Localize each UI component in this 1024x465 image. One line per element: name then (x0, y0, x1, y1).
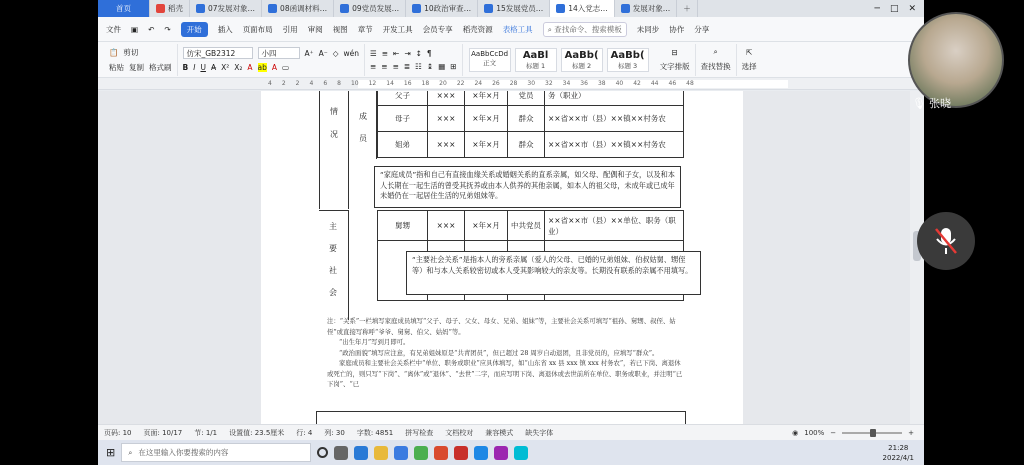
paragraph-group (365, 44, 463, 76)
label-yuan: 员 (359, 134, 367, 143)
ruler-number: 2 (281, 80, 286, 87)
ruler-number: 28 (509, 80, 518, 87)
ruler-number: 32 (545, 80, 553, 87)
task-view-icon[interactable] (334, 446, 348, 460)
strikethrough-icon[interactable]: A̶ (210, 63, 217, 72)
mic-muted-icon (933, 226, 959, 256)
family-table (377, 91, 684, 158)
show-marks-icon[interactable]: ¶ (426, 48, 432, 58)
menu-reference[interactable]: 引用 (282, 24, 298, 34)
table-row (378, 106, 684, 132)
menu-insert[interactable]: 插入 (217, 24, 233, 34)
tab-label: 07发展对象… (208, 4, 256, 13)
app-icon[interactable] (514, 446, 528, 460)
cell-unit[interactable]: ××省××市（县）××镇××村务农 (545, 106, 684, 132)
status-bar (98, 424, 924, 440)
label-cheng: 成 (359, 112, 367, 121)
file-explorer-icon[interactable] (374, 446, 388, 460)
align-right-icon[interactable]: ≡ (392, 61, 399, 71)
distribute-icon[interactable]: ☷ (415, 61, 422, 71)
style-sample: AaBb( (610, 49, 645, 61)
ruler-number: 42 (633, 80, 641, 87)
ruler-number: 12 (368, 80, 377, 87)
menu-file[interactable]: 文件 (106, 24, 121, 34)
subscript-icon[interactable]: X₂ (234, 63, 243, 72)
char-border-icon[interactable]: ▭ (282, 63, 290, 72)
style-heading-2[interactable] (561, 48, 603, 72)
cell-date[interactable]: ×年×月 (465, 106, 508, 132)
tab-label: 09党员发展… (352, 4, 400, 13)
word-doc-icon (484, 4, 493, 13)
clock-time: 21:28 (888, 443, 909, 452)
notes-section (327, 316, 687, 390)
tab-daoke[interactable] (150, 0, 190, 17)
horizontal-ruler[interactable] (98, 78, 924, 90)
command-search-input[interactable] (543, 22, 627, 37)
label-yao: 要 (329, 244, 337, 253)
status-setting: 设置值: 23.5厘米 (229, 428, 285, 437)
tab-label: 15发展党员… (496, 4, 544, 13)
table-row (378, 91, 684, 106)
menu-table-tools[interactable]: 表格工具 (502, 24, 533, 34)
find-replace-group (696, 44, 737, 76)
menu-review[interactable]: 审阅 (307, 24, 323, 34)
ruler-number: 48 (686, 80, 694, 87)
menu-page-layout[interactable]: 页面布局 (242, 24, 273, 34)
tab-doc-14-active[interactable] (550, 0, 615, 17)
underline-icon[interactable]: U (200, 63, 206, 72)
cell-name[interactable]: ××× (428, 106, 465, 132)
social-annotation-callout[interactable] (406, 251, 701, 295)
style-heading-3[interactable] (607, 48, 649, 72)
cell-unit[interactable]: ××省××市（县）××单位、职务（职业） (545, 211, 684, 241)
tab-doc-09[interactable] (334, 0, 406, 17)
align-center-icon[interactable]: ≡ (381, 61, 388, 71)
status-pages: 页面: 10/17 (143, 428, 183, 437)
proofread-button[interactable]: 文档校对 (445, 428, 474, 437)
new-tab-button[interactable]: ＋ (677, 0, 698, 17)
ruler-number: 16 (403, 80, 412, 87)
member-label-col (349, 91, 377, 159)
menu-daoke-resources[interactable]: 稻壳资源 (462, 24, 493, 34)
eye-icon[interactable]: ◉ (792, 428, 799, 437)
paste-icon[interactable]: 📋 (109, 47, 119, 57)
tab-doc-07[interactable] (190, 0, 262, 17)
taskbar-search-input[interactable] (121, 443, 311, 462)
tab-label: 稻壳 (168, 4, 183, 13)
label-kuang: 况 (330, 130, 338, 139)
word-doc-icon (340, 4, 349, 13)
ruler-numbers (268, 80, 694, 87)
format-painter-button[interactable]: 格式刷 (149, 62, 172, 72)
callout-text: “家庭成员”指和自己有直接血缘关系或婚姻关系的直系亲属，如父母、配偶和子女，以及和本人长期在一起生活的曾受其抚养或由本人供养的其他亲属，如本人的祖父母，未成年或已成年未婚仍在一起居住生活的兄弟姐妹等。 (380, 170, 675, 200)
cell-date[interactable]: ×年×月 (465, 132, 508, 158)
missing-font-button[interactable]: 缺失字体 (525, 428, 554, 437)
status-section: 节: 1/1 (194, 428, 218, 437)
note-paragraph: 注：“关系”一栏填写家庭成员填写“父子、母子、父女、母女、兄弟、姐妹”等，主要社会关系可填写“祖孙、舅甥、叔侄、姑侄”或直接写称呼“爷爷、舅舅、伯父、姑妈”等。 (327, 317, 676, 336)
ruler-number: 40 (615, 80, 624, 87)
next-table-edge (316, 411, 686, 424)
increase-indent-icon[interactable]: ⇥ (404, 48, 411, 58)
status-row: 行: 4 (296, 428, 313, 437)
office-icon[interactable] (434, 446, 448, 460)
ruler-number: 10 (350, 80, 359, 87)
ruler-number: 36 (580, 80, 588, 87)
word-doc-icon (268, 4, 277, 13)
text-layout-button[interactable]: 文字排版 (659, 61, 690, 71)
ruler-number: 14 (386, 80, 394, 87)
ruler-number: 4 (309, 80, 314, 87)
sync-status[interactable]: 未同步 (636, 24, 660, 34)
select-button[interactable]: 选择 (741, 61, 757, 71)
menu-view[interactable]: 视图 (332, 24, 348, 34)
ruler-number: 8 (337, 80, 341, 87)
search-placeholder: 查找命令、搜索模板 (554, 24, 622, 34)
zoom-controls (792, 429, 924, 437)
ruler-number: 18 (421, 80, 430, 87)
font-color-icon[interactable]: A (247, 63, 253, 72)
ribbon-toolbar (98, 42, 924, 78)
document-tab-bar (98, 0, 924, 17)
caller-avatar (908, 12, 1004, 108)
app-icon[interactable] (494, 446, 508, 460)
tab-doc-10[interactable] (406, 0, 478, 17)
ruler-number: 2 (295, 80, 300, 87)
ruler-number: 6 (323, 80, 328, 87)
cell-name[interactable]: ××× (428, 91, 465, 106)
zoom-in-icon[interactable]: + (908, 428, 914, 437)
paste-button[interactable]: 粘贴 (109, 62, 124, 72)
save-icon[interactable]: ▣ (131, 24, 139, 34)
family-label-col (319, 91, 349, 209)
style-label: 标题 2 (571, 61, 592, 70)
cell-unit[interactable]: ××省××市（县）××镇××村务农 (545, 132, 684, 158)
undo-icon[interactable]: ↶ (148, 24, 155, 34)
maximize-button[interactable]: □ (889, 3, 899, 14)
style-sample: AaBbCcDd (471, 49, 509, 58)
text-layout-group (655, 44, 696, 76)
word-doc-icon (196, 4, 205, 13)
mute-mic-button[interactable] (917, 212, 975, 270)
style-sample: AaBb( (564, 49, 599, 61)
menu-chapter[interactable]: 章节 (357, 24, 373, 34)
windows-taskbar (98, 440, 924, 465)
ruler-number: 24 (474, 80, 483, 87)
justify-icon[interactable]: ≣ (403, 61, 411, 71)
text-layout-icon[interactable]: ⊟ (671, 47, 678, 57)
style-label: 正文 (483, 58, 497, 67)
styles-gallery (463, 48, 655, 72)
tab-label: 10政治审查… (424, 4, 472, 13)
tab-home[interactable] (98, 0, 150, 17)
cortana-icon[interactable] (317, 447, 328, 458)
grow-font-icon[interactable]: A⁺ (304, 48, 314, 58)
spell-check-button[interactable]: 拼写检查 (405, 428, 434, 437)
word-doc-icon (621, 4, 630, 13)
system-clock[interactable] (883, 443, 924, 463)
style-sample: AaBl (522, 49, 549, 61)
clear-format-icon[interactable]: ◇ (332, 48, 339, 58)
borders-icon[interactable]: ⊞ (450, 61, 457, 71)
cell-date[interactable]: ×年×月 (465, 211, 508, 241)
edge-icon[interactable] (354, 446, 368, 460)
document-page[interactable] (261, 91, 743, 424)
bullet-list-icon[interactable]: ☰ (369, 48, 377, 58)
tab-doc-dev[interactable] (615, 0, 678, 17)
menu-bar (98, 17, 924, 42)
label-qing: 情 (330, 107, 338, 116)
tab-label: 发展对象… (632, 4, 671, 13)
tab-doc-15[interactable] (478, 0, 550, 17)
cell-status[interactable]: 群众 (508, 132, 545, 158)
app-icon[interactable] (474, 446, 488, 460)
ruler-number: 44 (650, 80, 659, 87)
family-annotation-callout[interactable] (374, 166, 681, 208)
clock-date: 2022/4/1 (882, 453, 914, 462)
note-paragraph: 家庭成员和主要社会关系栏中“单位、职务或职业”应具体填写，如“山东省 xx 县 xxx 镇 xxx 村务农”，若已下岗、离退休或死亡的，则只写“下岗”、“离休”或“退休”、“去世”二字，而应写明下岗、离退休或去世前所在单位、职务或职业，并注明“已下岗”、“已 (327, 359, 683, 388)
store-icon[interactable] (394, 446, 408, 460)
wps-window (98, 0, 924, 465)
phonetic-icon[interactable]: wén (343, 48, 359, 58)
wps-icon[interactable] (454, 446, 468, 460)
word-doc-icon (556, 4, 565, 13)
tab-doc-08[interactable] (262, 0, 334, 17)
style-label: 标题 3 (617, 61, 638, 70)
daoke-icon (156, 4, 165, 13)
style-label: 标题 1 (525, 61, 546, 70)
label-zhu: 主 (329, 222, 337, 231)
find-replace-button[interactable]: 查找替换 (700, 62, 731, 71)
cell-name[interactable]: ××× (428, 132, 465, 158)
numbered-list-icon[interactable]: ≡ (381, 48, 389, 58)
italic-icon[interactable]: I (193, 63, 196, 72)
close-button[interactable]: ✕ (908, 3, 916, 14)
shrink-font-icon[interactable]: A⁻ (318, 48, 328, 58)
cell-status[interactable]: 党员 (508, 91, 545, 106)
tab-label: 首页 (116, 4, 131, 13)
collaborate-button[interactable]: 协作 (669, 24, 685, 34)
find-replace-icon[interactable]: ⌕ (713, 47, 718, 56)
tab-label: 08函调材料… (280, 4, 328, 13)
caller-name: 张晓 (928, 97, 951, 110)
tab-label: 14入党志… (568, 4, 608, 13)
cell-name[interactable]: ××× (428, 211, 465, 241)
zoom-slider[interactable] (842, 432, 902, 434)
ruler-number: 4 (268, 80, 272, 87)
social-label-col (319, 210, 349, 320)
table-row (378, 132, 684, 158)
label-she: 社 (329, 266, 337, 275)
font-group (178, 44, 365, 76)
callout-text: “主要社会关系”是指本人的旁系亲属（爱人的父母、已婚的兄弟姐妹、伯叔姑舅、甥侄等）和与本人关系较密切或本人受其影响较大的亲友等。长期没有联系的亲属不用填写。 (412, 255, 693, 275)
cell-status[interactable]: 群众 (508, 106, 545, 132)
cell-relation[interactable]: 母子 (378, 106, 428, 132)
caller-name-tag (912, 95, 951, 111)
cell-relation[interactable]: 姐弟 (378, 132, 428, 158)
style-heading-1[interactable] (515, 48, 557, 72)
ruler-number: 30 (527, 80, 536, 87)
copy-button[interactable]: 复制 (129, 62, 144, 72)
zoom-level[interactable]: 100% (804, 428, 825, 437)
document-area (98, 91, 910, 424)
bold-icon[interactable]: B (182, 63, 189, 72)
search-icon: ⌕ (128, 447, 133, 457)
status-words[interactable]: 字数: 4851 (356, 428, 394, 437)
label-hui: 会 (329, 288, 337, 297)
style-normal[interactable] (469, 48, 511, 72)
align-left-icon[interactable]: ≡ (369, 61, 377, 71)
select-group (737, 44, 762, 76)
ruler-number: 26 (492, 80, 500, 87)
cell-unit[interactable]: 务（职业） (545, 91, 684, 106)
cell-date[interactable]: ×年×月 (465, 91, 508, 106)
ruler-number: 46 (668, 80, 677, 87)
status-page: 页码: 10 (104, 428, 132, 437)
window-controls (867, 0, 924, 17)
cell-relation[interactable]: 舅甥 (378, 211, 428, 241)
ruler-number: 20 (439, 80, 447, 87)
menu-start[interactable]: 开始 (181, 22, 208, 37)
ruler-number: 34 (562, 80, 571, 87)
ruler-number: 22 (456, 80, 465, 87)
menu-member[interactable]: 会员专享 (422, 24, 453, 34)
sort-icon[interactable]: ↕ (415, 48, 422, 58)
cell-relation[interactable]: 父子 (378, 91, 428, 106)
table-row (378, 211, 684, 241)
menu-dev-tools[interactable]: 开发工具 (382, 24, 413, 34)
note-paragraph: “政治面貌”填写应注意，有兄弟姐妹原是“共青团员”，但已超过 28 周岁自动退团，且非党员的，应填写“群众”。 (339, 348, 659, 357)
mic-icon: 🎙 (912, 96, 926, 110)
zoom-out-icon[interactable]: − (830, 428, 837, 437)
redo-icon[interactable]: ↷ (164, 24, 171, 34)
cut-button[interactable]: 剪切 (123, 47, 139, 57)
search-placeholder: 在这里输入你要搜索的内容 (138, 448, 229, 457)
decrease-indent-icon[interactable]: ⇤ (393, 48, 400, 58)
windows-start-icon[interactable]: ⊞ (106, 446, 116, 459)
clipboard-group (104, 44, 178, 76)
chrome-icon[interactable] (414, 446, 428, 460)
word-doc-icon (412, 4, 421, 13)
cell-status[interactable]: 中共党员 (508, 211, 545, 241)
search-icon: ⌕ (547, 24, 555, 34)
share-button[interactable]: 分享 (694, 24, 710, 34)
highlight-icon[interactable]: ab (257, 63, 267, 72)
compat-mode: 兼容模式 (485, 428, 514, 437)
status-col: 列: 30 (324, 428, 345, 437)
line-spacing-icon[interactable]: ↨ (426, 61, 434, 71)
select-icon[interactable]: ⇱ (745, 47, 753, 57)
font-size-select[interactable]: 小四 (258, 47, 300, 59)
ruler-number: 38 (597, 80, 606, 87)
font-family-select[interactable]: 仿宋_GB2312 (183, 47, 253, 59)
superscript-icon[interactable]: X² (221, 63, 230, 72)
shading-icon[interactable]: ▦ (438, 61, 446, 71)
note-paragraph: “出生年月”写到月即可。 (339, 338, 410, 346)
text-color-icon[interactable]: A (271, 63, 278, 72)
minimize-button[interactable]: ─ (874, 3, 880, 14)
